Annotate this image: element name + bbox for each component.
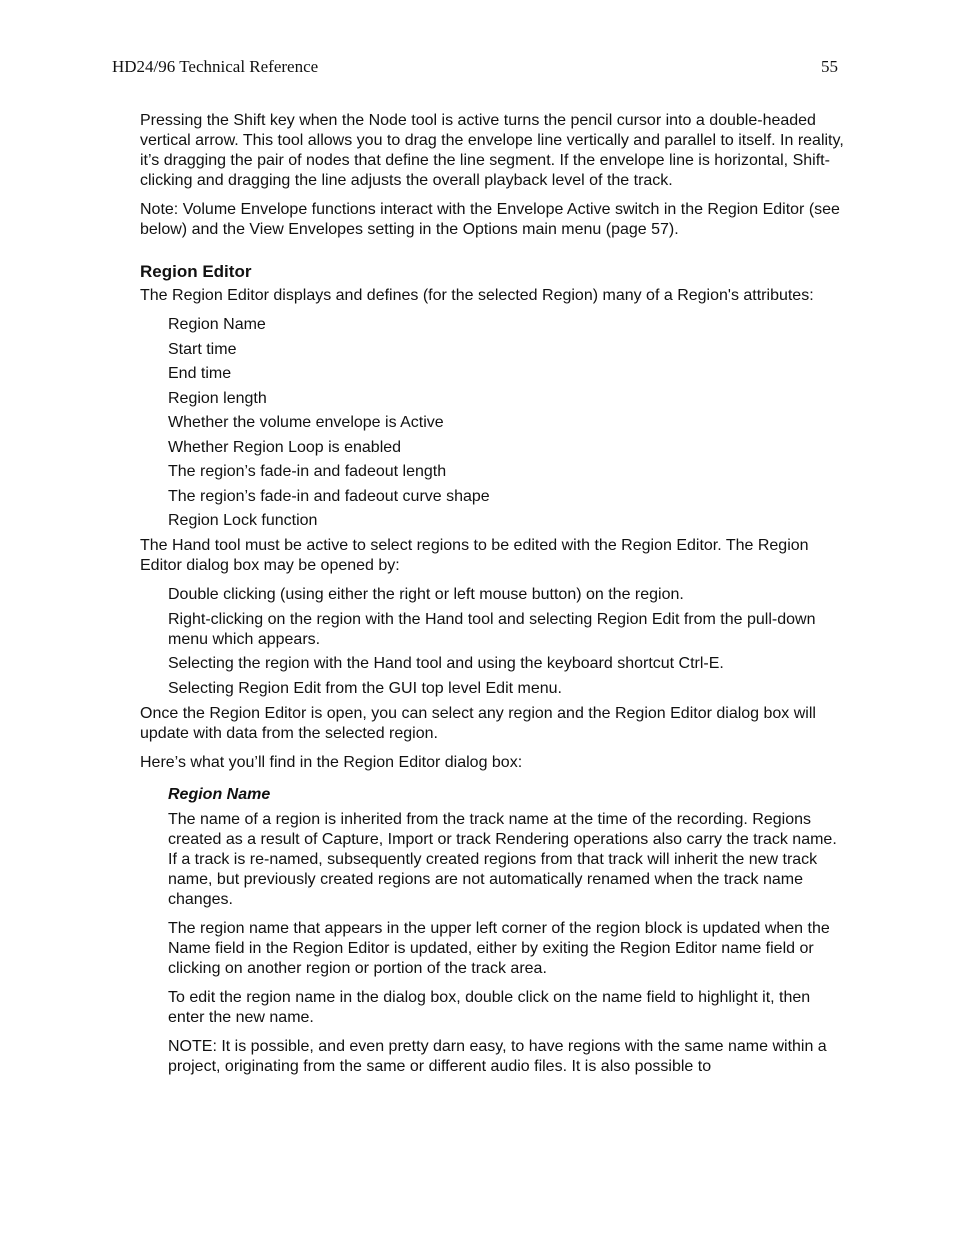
note-paragraph: Note: Volume Envelope functions interact with the Envelope Active switch in the Region Editor (see below) and the View Envelopes setting in the Options main menu (page 57). [140,201,840,238]
open-intro-paragraph: The Hand tool must be active to select regions to be edited with the Region Editor. The Region Editor dialog box may be opened by: [140,537,809,574]
page-header [112,57,838,79]
whats-here-paragraph: Here’s what you’ll find in the Region Editor dialog box: [140,753,523,771]
list-item: Region Name [168,316,266,333]
list-item: End time [168,365,232,382]
region-name-paragraph-1: The name of a region is inherited from the track name at the time of the recording. Regions created as a result of Capture, Import or track Rendering operations also carry the track name. If a track is re-named, subsequently created regions from that track will inherit the new track name, but previously created regions are not automatically renamed when the track name changes. [168,810,837,908]
list-item: Start time [168,340,237,358]
page-body [140,111,845,1086]
list-item: Double clicking (using either the right or left mouse button) on the region. [168,586,684,603]
intro-paragraph: Pressing the Shift key when the Node tool is active turns the pencil cursor into a double-headed vertical arrow. This tool allows you to drag the envelope line vertically and parallel to itself. In reality, it’s dragging the pair of nodes that define the line segment. If the envelope line is horizontal, Shift-clicking and dragging the line adjusts the overall playback level of the track. [140,112,844,189]
document-title: HD24/96 Technical Reference [112,57,319,76]
region-name-paragraph-3: To edit the region name in the dialog box, double click on the name field to highlight it, then enter the new name. [168,988,811,1026]
once-open-paragraph: Once the Region Editor is open, you can select any region and the Region Editor dialog box will update with data from the selected region. [140,704,816,742]
region-name-section [168,785,845,1077]
list-item: Region length [168,389,267,407]
list-item: The region’s fade-in and fadeout curve shape [168,487,490,505]
section-heading-region-editor: Region Editor [140,262,252,281]
list-item: Selecting the region with the Hand tool and using the keyboard shortcut Ctrl-E. [168,655,724,672]
region-name-paragraph-2: The region name that appears in the upper left corner of the region block is updated when the Name field in the Region Editor is updated, either by exiting the Region Editor name field or clicking on another region or portion of the track area. [168,919,830,977]
open-methods-list [168,585,845,699]
region-editor-intro: The Region Editor displays and defines (for the selected Region) many of a Region's attributes: [140,287,814,304]
list-item: Whether Region Loop is enabled [168,438,402,456]
list-item: Selecting Region Edit from the GUI top level Edit menu. [168,679,562,697]
subheading-region-name: Region Name [168,785,271,803]
attribute-list [168,315,845,531]
list-item: The region’s fade-in and fadeout length [168,463,447,480]
page-number: 55 [821,57,838,76]
list-item: Whether the volume envelope is Active [168,414,444,431]
region-name-paragraph-4: NOTE: It is possible, and even pretty darn easy, to have regions with the same name within a project, originating from the same or different audio files. It is also possible to [168,1037,827,1075]
list-item: Right-clicking on the region with the Hand tool and selecting Region Edit from the pull-down menu which appears. [168,610,816,648]
list-item: Region Lock function [168,512,318,529]
